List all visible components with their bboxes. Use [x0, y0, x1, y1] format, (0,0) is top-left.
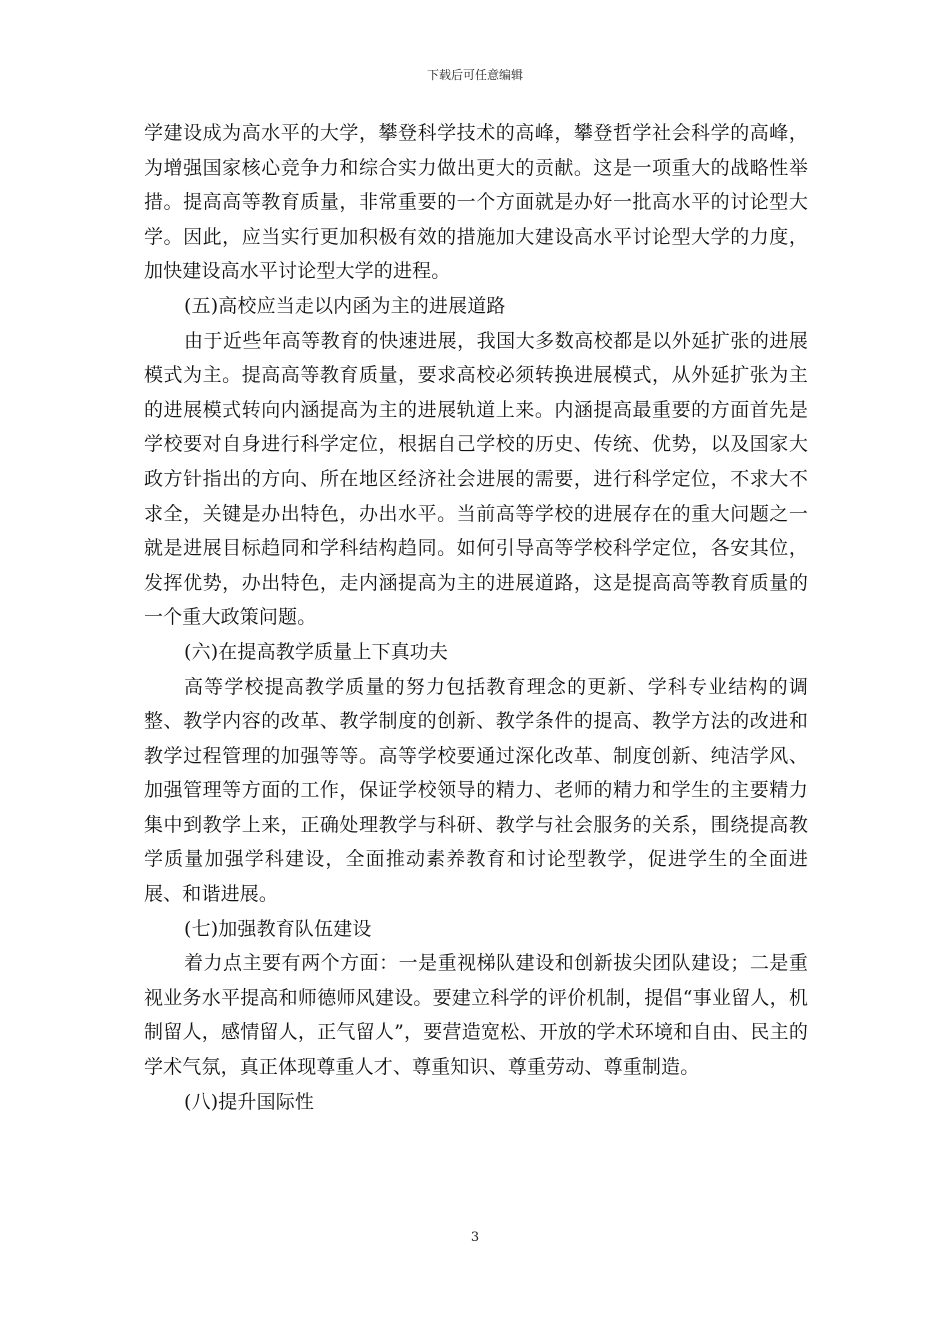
paragraph: 高等学校提高教学质量的努力包括教育理念的更新、学科专业结构的调整、教学内容的改革、教学制度的创新、教学条件的提高、教学方法的改进和教学过程管理的加强等等。高等学校要通过深化改革、制度创新、纯洁学风、加强管理等方面的工作，保证学校领导的精力、老师的精力和学生的主要精力集中到教学上来，正确处理教学与科研、教学与社会服务的关系，围绕提高教学质量加强学科建设，全面推动素养教育和讨论型教学，促进学生的全面进展、和谐进展。 [144, 675, 808, 906]
section-heading: (六)在提高教学质量上下真功夫 [184, 640, 449, 663]
paragraph: 着力点主要有两个方面：一是重视梯队建设和创新拔尖团队建设；二是重视业务水平提高和师德师风建设。要建立科学的评价机制，提倡“事业留人，机制留人，感情留人，正气留人”，要营造宽松、开放的学术环境和自由、民主的学术气氛，真正体现尊重人才、尊重知识、尊重劳动、尊重制造。 [144, 952, 808, 1079]
paragraph: 由于近些年高等教育的快速进展，我国大多数高校都是以外延扩张的进展模式为主。提高高等教育质量，要求高校必须转换进展模式，从外延扩张为主的进展模式转向内涵提高为主的进展轨道上来。内涵提高最重要的方面首先是学校要对自身进行科学定位，根据自己学校的历史、传统、优势，以及国家大政方针指出的方向、所在地区经济社会进展的需要，进行科学定位，不求大不求全，关键是办出特色，办出水平。当前高等学校的进展存在的重大问题之一就是进展目标趋同和学科结构趋同。如何引导高等学校科学定位，各安其位，发挥优势，办出特色，走内涵提高为主的进展道路，这是提高高等教育质量的一个重大政策问题。 [144, 329, 808, 629]
document-body [144, 116, 808, 1119]
page-number: 3 [470, 1230, 480, 1245]
paragraph: 学建设成为高水平的大学，攀登科学技术的高峰，攀登哲学社会科学的高峰，为增强国家核心竞争力和综合实力做出更大的贡献。这是一项重大的战略性举措。提高高等教育质量，非常重要的一个方面就是办好一批高水平的讨论型大学。因此，应当实行更加积极有效的措施加大建设高水平讨论型大学的力度，加快建设高水平讨论型大学的进程。 [144, 122, 808, 283]
section-heading: (七)加强教育队伍建设 [184, 917, 372, 940]
page-header-note: 下载后可任意编辑 [426, 68, 523, 82]
section-heading: (八)提升国际性 [184, 1090, 315, 1113]
section-heading: (五)高校应当走以内函为主的进展道路 [184, 294, 506, 317]
